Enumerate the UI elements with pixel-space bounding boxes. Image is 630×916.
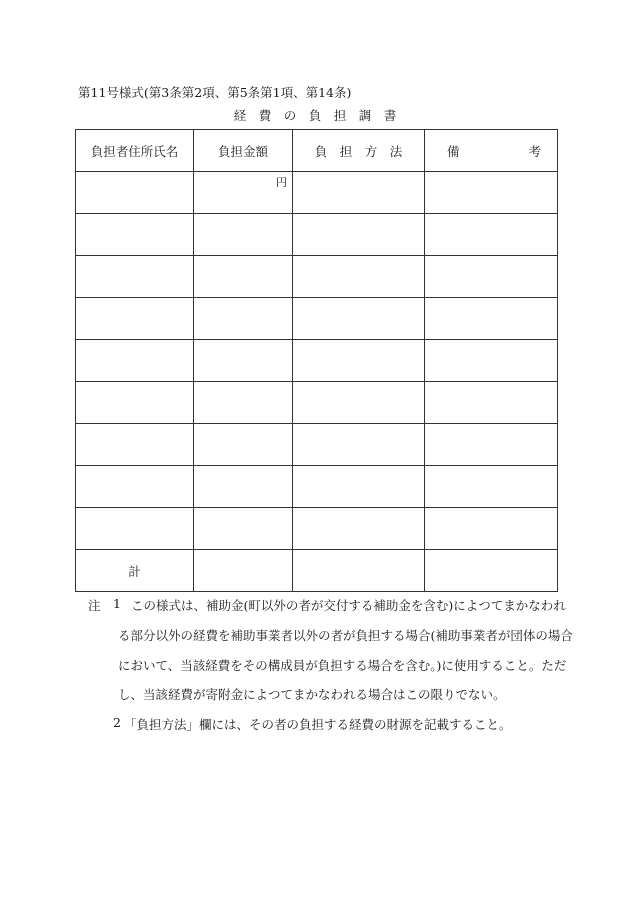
amount-cell[interactable] [194, 172, 293, 214]
total-row [76, 550, 558, 592]
method-cell[interactable] [293, 214, 425, 256]
remarks-cell[interactable] [425, 172, 558, 214]
note-1-number: 1 [113, 596, 121, 611]
remarks-cell[interactable] [425, 256, 558, 298]
method-cell[interactable] [293, 424, 425, 466]
method-cell[interactable] [293, 256, 425, 298]
name-cell[interactable] [76, 340, 194, 382]
name-cell[interactable] [76, 466, 194, 508]
burden-table [75, 129, 558, 592]
remarks-cell[interactable] [425, 508, 558, 550]
method-cell[interactable] [293, 340, 425, 382]
amount-cell[interactable] [194, 466, 293, 508]
header-row [76, 130, 558, 172]
note-2-text: 「負担方法」欄には、その者の負担する経費の財源を記載すること。 [124, 717, 512, 732]
note-1-line: る部分以外の経費を補助事業者以外の者が負担する場合(補助事業者が団体の場合 [118, 628, 573, 643]
name-cell[interactable] [76, 382, 194, 424]
amount-cell[interactable] [194, 214, 293, 256]
table-row [76, 256, 558, 298]
note-1-line: この様式は、補助金(町以外の者が交付する補助金を含む)によつてまかなわれ [131, 598, 566, 613]
name-cell[interactable] [76, 256, 194, 298]
name-cell[interactable] [76, 172, 194, 214]
header-remarks-left: 備 [447, 143, 460, 159]
remarks-cell[interactable] [425, 382, 558, 424]
note-1-line: し、当該経費が寄附金によつてまかなわれる場合はこの限りでない。 [118, 687, 506, 702]
name-cell[interactable] [76, 298, 194, 340]
amount-cell[interactable] [194, 256, 293, 298]
total-amount-cell[interactable] [194, 550, 293, 592]
method-cell[interactable] [293, 508, 425, 550]
method-cell[interactable] [293, 298, 425, 340]
remarks-cell[interactable] [425, 298, 558, 340]
form-number: 第11号様式(第3条第2項、第5条第1項、第14条) [78, 85, 352, 100]
name-cell[interactable] [76, 214, 194, 256]
note-2-number: 2 [113, 715, 121, 730]
document-title: 経 費 の 負 担 調 書 [233, 108, 397, 123]
remarks-cell[interactable] [425, 466, 558, 508]
header-method: 負 担 方 法 [293, 130, 425, 172]
header-amount: 負担金額 [194, 130, 293, 172]
table-row [76, 382, 558, 424]
notes-label: 注 [88, 598, 101, 613]
yen-unit: 円 [276, 176, 287, 189]
note-1-line: において、当該経費をその構成員が負担する場合を含む。)に使用すること。ただ [118, 658, 567, 673]
table-row [76, 298, 558, 340]
method-cell[interactable] [293, 172, 425, 214]
header-name: 負担者住所氏名 [76, 130, 194, 172]
total-label-cell [76, 550, 194, 592]
total-remarks-cell[interactable] [425, 550, 558, 592]
method-cell[interactable] [293, 466, 425, 508]
method-cell[interactable] [293, 382, 425, 424]
remarks-cell[interactable] [425, 424, 558, 466]
header-remarks-right: 考 [528, 143, 541, 159]
name-cell[interactable] [76, 508, 194, 550]
remarks-cell[interactable] [425, 340, 558, 382]
table-row [76, 214, 558, 256]
remarks-cell[interactable] [425, 214, 558, 256]
header-remarks [425, 130, 558, 172]
table-row [76, 424, 558, 466]
total-label: 計 [128, 563, 141, 579]
amount-cell[interactable] [194, 298, 293, 340]
table-row [76, 508, 558, 550]
name-cell[interactable] [76, 424, 194, 466]
amount-cell[interactable] [194, 424, 293, 466]
total-method-cell[interactable] [293, 550, 425, 592]
table-row [76, 340, 558, 382]
amount-cell[interactable] [194, 340, 293, 382]
table-row [76, 172, 558, 214]
amount-cell[interactable] [194, 382, 293, 424]
amount-cell[interactable] [194, 508, 293, 550]
table-row [76, 466, 558, 508]
